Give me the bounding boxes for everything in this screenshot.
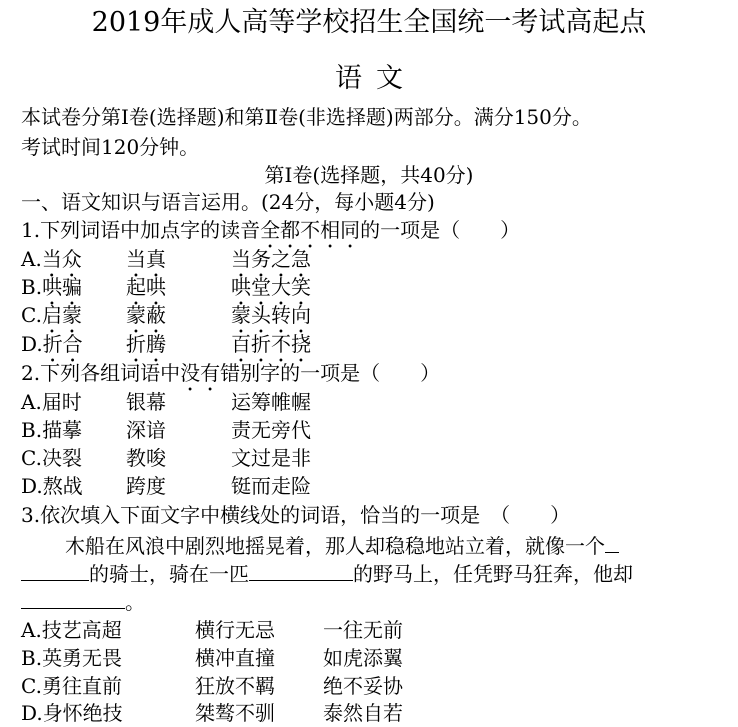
exam-title: 2019年成人高等学校招生全国统一考试高起点 (91, 7, 647, 38)
q2-stem-post: 错别字的一项是（ ） (220, 361, 441, 385)
option-word: 技艺高超 (41, 618, 122, 642)
passage-text: 木船在风浪中剧烈地摇晃着，那人却稳稳地站立着，就像一个 (65, 534, 605, 558)
option-word: 哄堂大笑 (231, 275, 311, 299)
intro-line-1: 本试卷分第Ⅰ卷(选择题)和第Ⅱ卷(非选择题)两部分。满分150分。 (21, 105, 592, 129)
option-word: 英勇无畏 (42, 646, 123, 670)
option-word: 当众 (41, 247, 82, 271)
option-word: 当真 (126, 247, 166, 271)
option-label: C. (21, 303, 42, 327)
option-word: 文过是非 (231, 446, 311, 470)
q3-option-b (21, 645, 403, 671)
option-label: D. (21, 474, 43, 498)
part1-heading: 第Ⅰ卷(选择题，共40分) (264, 163, 474, 187)
option-label: B. (21, 646, 43, 670)
option-word: 身怀绝技 (42, 701, 123, 725)
option-word: 泰然自若 (323, 701, 403, 725)
option-word: 跨度 (126, 474, 166, 498)
option-label: D. (21, 701, 43, 725)
option-word: 折腾 (126, 332, 166, 356)
option-label: C. (21, 674, 42, 698)
option-word: 启蒙 (41, 303, 82, 327)
option-label: C. (21, 446, 42, 470)
option-word: 如虎添翼 (323, 646, 403, 670)
q1-stem-emphasis: 全都不相同 (260, 218, 361, 242)
option-word: 横冲直撞 (195, 646, 275, 670)
q1-stem-post: 的一项是（ ） (360, 218, 521, 242)
intro-line-2: 考试时间120分钟。 (21, 135, 200, 159)
passage-text: 的骑士，骑在一匹 (89, 562, 249, 586)
q3-passage-line-2 (21, 561, 633, 587)
option-word: 蒙蔽 (126, 303, 166, 327)
section-heading: 一、语文知识与语言运用。(24分，每小题4分) (21, 190, 435, 214)
fill-blank-2 (249, 562, 353, 581)
q2-stem-pre: 2.下列各组词语中 (21, 361, 181, 385)
option-word: 描摹 (42, 418, 83, 442)
option-word: 一往无前 (323, 618, 403, 642)
option-label: D. (21, 332, 43, 356)
option-word: 深谙 (126, 418, 166, 442)
option-word: 当务之急 (231, 247, 311, 271)
question-3-stem: 3.依次填入下面文字中横线处的词语，恰当的一项是 （ ） (21, 503, 571, 527)
option-word: 起哄 (126, 275, 166, 299)
option-word: 哄骗 (42, 275, 83, 299)
fill-blank-1-cont (21, 562, 89, 581)
option-word: 桀骜不驯 (195, 701, 275, 725)
option-word: 运筹帷幄 (231, 390, 311, 414)
option-label: A. (21, 247, 42, 271)
option-word: 铤而走险 (231, 474, 311, 498)
q2-option-a (21, 389, 311, 415)
q3-option-c (21, 673, 403, 699)
option-word: 勇往直前 (41, 674, 122, 698)
option-word: 横行无忌 (195, 618, 275, 642)
option-word: 教唆 (126, 446, 166, 470)
q3-passage-line-3 (21, 589, 145, 615)
option-label: A. (21, 618, 42, 642)
option-word: 责无旁代 (231, 418, 311, 442)
passage-text: 的野马上，任凭野马狂奔，他却 (353, 562, 633, 586)
q3-option-d (21, 700, 403, 726)
option-label: B. (21, 418, 43, 442)
q3-option-a (21, 617, 403, 643)
option-word: 届时 (41, 390, 82, 414)
option-word: 银幕 (126, 390, 166, 414)
fill-blank-3 (21, 590, 125, 609)
option-word: 蒙头转向 (231, 303, 311, 327)
option-word: 狂放不羁 (195, 674, 275, 698)
option-word: 决裂 (41, 446, 82, 470)
q2-stem-emphasis: 没有 (180, 361, 221, 385)
q3-passage-line-1 (65, 533, 619, 559)
passage-text: 。 (125, 590, 145, 614)
option-word: 熬战 (42, 474, 83, 498)
subject-title: 语文 (335, 63, 417, 94)
q1-stem-pre: 1.下列词语中加点字的读音 (21, 218, 261, 242)
q2-option-b (21, 417, 311, 443)
option-label: B. (21, 275, 43, 299)
q2-option-c (21, 445, 311, 471)
option-word: 折合 (42, 332, 83, 356)
option-word: 百折不挠 (231, 332, 311, 356)
q2-option-d (21, 473, 311, 499)
option-word: 绝不妥协 (323, 674, 403, 698)
fill-blank-1 (605, 534, 619, 553)
option-label: A. (21, 390, 42, 414)
